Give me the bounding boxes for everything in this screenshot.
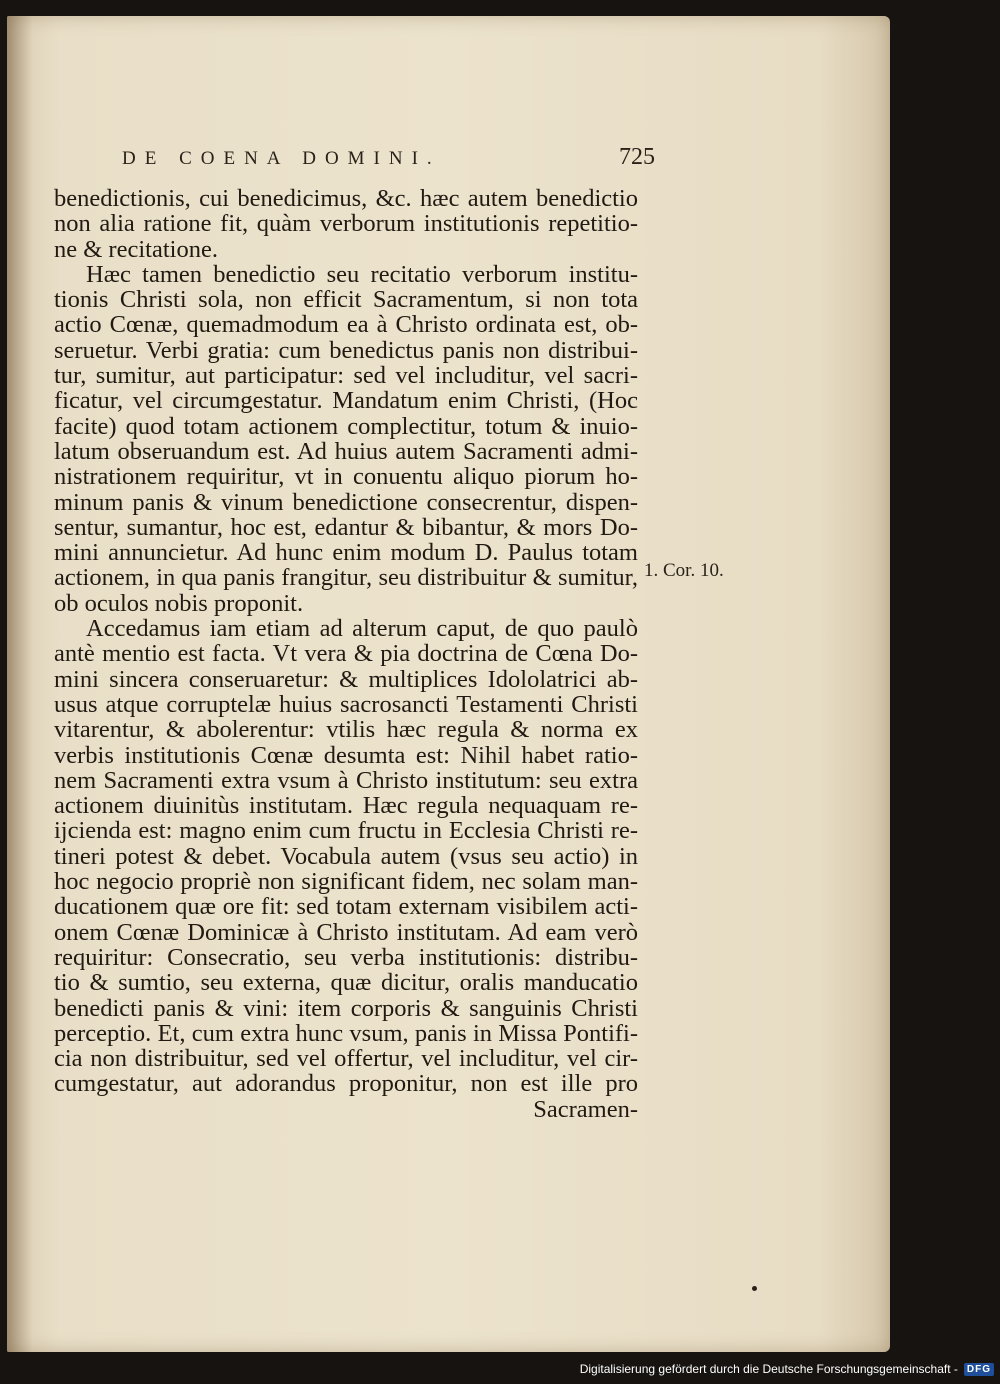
text-line: ficatur, vel circumgestatur. Mandatum enim Christi, (Hoc xyxy=(54,387,638,415)
text-line: sentur, sumantur, hoc est, edantur & bibantur, & mors Do- xyxy=(54,513,638,541)
text-line: cia non distribuitur, sed vel offertur, vel includitur, vel cir- xyxy=(54,1045,638,1073)
catchword: Sacramen- xyxy=(533,1095,638,1123)
body-text xyxy=(54,186,638,1122)
dfg-logo: DFG xyxy=(964,1363,994,1376)
text-line: tineri potest & debet. Vocabula autem (vsus seu actio) in xyxy=(54,842,638,870)
text-line: ob oculos nobis proponit. xyxy=(54,589,304,617)
ink-speck xyxy=(752,1286,757,1291)
text-line: nistrationem requiritur, vt in conuentu aliquo piorum ho- xyxy=(54,463,638,491)
page-number: 725 xyxy=(619,144,655,170)
text-line: facite) quod totam actionem complectitur, totum & inuio- xyxy=(54,412,638,440)
running-header xyxy=(110,144,655,180)
text-line: onem Cœnæ Dominicæ à Christo institutam. Ad eam verò xyxy=(54,918,638,946)
text-line: tio & sumtio, seu externa, quæ dicitur, oralis manducatio xyxy=(54,969,638,997)
text-line: antè mentio est facta. Vt vera & pia doctrina de Cœna Do- xyxy=(54,640,638,668)
text-line: actionem diuinitùs institutam. Hæc regula nequaquam re- xyxy=(54,792,638,820)
text-line: mini sincera conseruaretur: & multiplices Idololatrici ab- xyxy=(54,665,638,693)
text-line: requiritur: Consecratio, seu verba institutionis: distribu- xyxy=(54,943,638,971)
text-line: Hæc tamen benedictio seu recitatio verborum institu- xyxy=(86,260,638,288)
text-line: benedicti panis & vini: item corporis & sanguinis Christi xyxy=(54,994,638,1022)
text-line: nem Sacramenti extra vsum à Christo institutum: seu extra xyxy=(54,766,638,794)
text-line: benedictionis, cui benedicimus, &c. hæc autem benedictio xyxy=(54,185,638,212)
text-line: seruetur. Verbi gratia: cum benedictus panis non distribui- xyxy=(54,336,638,364)
text-line: actio Cœnæ, quemadmodum ea à Christo ordinata est, ob- xyxy=(54,311,638,339)
funding-credit: Digitalisierung gefördert durch die Deutsche Forschungsgemeinschaft - xyxy=(579,1362,958,1376)
margin-note: 1. Cor. 10. xyxy=(644,560,724,581)
text-line: ne & recitatione. xyxy=(54,235,218,263)
text-line: non alia ratione fit, quàm verborum institutionis repetitio- xyxy=(54,210,638,238)
text-line: actionem, in qua panis frangitur, seu distribuitur & sumitur, xyxy=(54,564,638,592)
page-gutter-shadow xyxy=(7,16,33,1352)
text-line: hoc negocio propriè non significant fidem, nec solam man- xyxy=(54,868,638,896)
text-line: verbis institutionis Cœnæ desumta est: Nihil habet ratio- xyxy=(54,741,638,769)
text-line: perceptio. Et, cum extra hunc vsum, panis in Missa Pontifi- xyxy=(54,1019,638,1047)
text-line: latum obseruandum est. Ad huius autem Sacramenti admi- xyxy=(54,437,638,465)
text-line: ijcienda est: magno enim cum fructu in Ecclesia Christi re- xyxy=(54,817,638,845)
text-line: tur, sumitur, aut participatur: sed vel includitur, vel sacri- xyxy=(54,362,638,390)
footer-credit xyxy=(580,1360,994,1378)
text-line: cumgestatur, aut adorandus proponitur, non est ille pro xyxy=(54,1070,638,1098)
running-title: DE COENA DOMINI. xyxy=(122,148,441,169)
text-line: vitarentur, & abolerentur: vtilis hæc regula & norma ex xyxy=(54,716,638,744)
text-line: mini annuncietur. Ad hunc enim modum D. Paulus totam xyxy=(54,539,638,567)
text-line: ducationem quæ ore fit: sed totam externam visibilem acti- xyxy=(54,893,638,921)
text-line: Accedamus iam etiam ad alterum caput, de quo paulò xyxy=(86,615,638,643)
text-line: usus atque corruptelæ huius sacrosancti Testamenti Christi xyxy=(54,690,638,718)
text-line: tionis Christi sola, non efficit Sacramentum, si non tota xyxy=(54,286,638,314)
text-line: minum panis & vinum benedictione consecrentur, dispen- xyxy=(54,488,638,516)
